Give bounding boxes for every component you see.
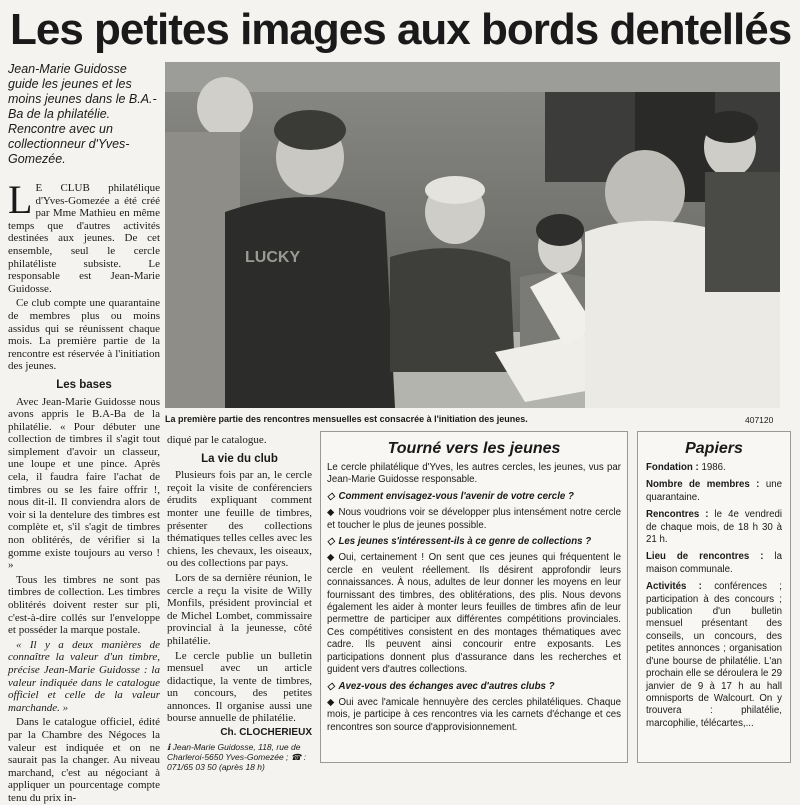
paragraph-4: Tous les timbres ne sont pas timbres de collection. Les timbres oblitérés doivent rester sur pli, c'est-à-dire collés sur l'enveloppe et posséder la marque postale.: [8, 573, 160, 637]
info-icon: ℹ: [167, 741, 173, 752]
answer-3: ◆ Oui avec l'amicale hennuyère des cercles philatéliques. Chaque mois, je participe à ces rencontres via les carnets d'échange et ces rencontres son source d'approvisionnement.: [327, 696, 621, 733]
papiers-box: [637, 431, 791, 763]
subhead-vie-du-club: La vie du club: [201, 452, 278, 465]
papiers-body: [638, 462, 790, 730]
question-3: ◇ Avez-vous des échanges avec d'autres clubs ?: [327, 680, 555, 692]
article-column-1: [8, 177, 160, 804]
diamond-icon: ◇: [327, 536, 335, 548]
paragraph-3: Avec Jean-Marie Guidosse nous avons appris le B.A-Ba de la philatélie. « Pour débuter une collection de timbres il s'agit tout simplement d'avoir un classeur, une loupe et une pince. Après cela, il faudra faire l'achat de timbres ou se les faire offrir !, nous dit-il. Il conviendra alors de voir si la dentelure des timbres est complète et, s'il s'agit de timbres non oblitérés, de vérifier si la gomme existe toujours au verso ! »: [8, 395, 160, 572]
membres: Nombre de membres : une quarantaine.: [646, 479, 782, 503]
paragraph-1: L E CLUB philatélique d'Yves-Gomezée a été créé par Mme Mathieu en même temps que d'autres activités destinées aux jeunes. De cet ensemble, seul le cercle philatéliste subsiste. Le responsable est Jean-Marie Guidosse.: [8, 177, 160, 295]
rencontres: Rencontres : le 4e vendredi de chaque mois, de 18 h 30 à 21 h.: [646, 509, 782, 546]
photo-caption: La première partie des rencontres mensuelles est consacrée à l'initiation des jeunes.: [165, 414, 528, 424]
question-2: ◇ Les jeunes s'intéressent-ils à ce genre de collections ?: [327, 536, 592, 548]
activites: Activités : conférences ; participation à des concours ; publication d'un bulletin mensuel présentant des conseils, un concours, des petites annonces ; organisation d'une bourse de philatélie. L'an prochain elle se déroulera le 29 janvier de 9 à 17 h au hall omnisports de Walcourt. On y trouvera : philatélie, marcophilie, télécartes,...: [646, 581, 782, 729]
diamond-bullet-icon: ◆: [327, 507, 335, 519]
diamond-icon: ◇: [327, 680, 335, 692]
photo-illustration: [165, 62, 780, 408]
papiers-title: Papiers: [685, 440, 743, 457]
paragraph-vie-2: Lors de sa dernière réunion, le cercle a reçu la visite de Willy Monfils, président provincial et de Michel Lombet, commissaire provincial à la jeunesse, côté philatélie.: [167, 571, 312, 647]
paragraph-vie-1: Plusieurs fois par an, le cercle reçoit la visite de conférenciers érudits expliquant comment monter une feuille de timbres, présenter des collections thématiques telles celles avec les chiens, les chevaux, les oiseaux, ou des collections par pays.: [167, 469, 312, 570]
diamond-bullet-icon: ◆: [327, 696, 335, 708]
question-1: ◇ Comment envisagez-vous l'avenir de votre cercle ?: [327, 490, 574, 502]
fondation: Fondation : 1986.: [646, 462, 726, 473]
paragraph-6: Dans le catalogue officiel, édité par la Chambre des Négoces la valeur est indiquée et on ne saurait pas la changer. Au niveau marchand, c'est au négociant à appliquer un pourcentage compte tenu du prix in-: [8, 716, 160, 804]
lieu: Lieu de rencontres : la maison communale.: [646, 551, 782, 575]
interview-box: [320, 431, 628, 763]
answer-2: ◆ Oui, certainement ! On sent que ces jeunes qui fréquentent le cercle en veulent réellement. Ils désirent approfondir leurs connaissances. À nous, adultes de leur donner les moyens en leur fournissant des timbres, des oblitérations, des plis. Nous devons également les aider à monter leurs feuilles de timbres afin de leur permettre de participer aux différentes compétitions provinciales. Ces compétitives consistent en des montages thématiques avec cadre. Ils peuvent ainsi concourir entre exposants. Les participations donnent plus d'assurance dans les recherches et guident vers d'autres collections.: [327, 552, 621, 676]
lead-paragraph: Jean-Marie Guidosse guide les jeunes et les moins jeunes dans le B.A.-Ba de la philatélie. Rencontre avec un collectionneur d'Yves-Gomezée.: [8, 62, 157, 166]
paragraph-5: « Il y a deux manières de connaître la valeur d'un timbre, précise Jean-Marie Guidosse : la valeur indiquée dans le catalogue officiel et celle de la valeur marchande. »: [8, 638, 160, 714]
paragraph-vie-3: Le cercle publie un bulletin mensuel avec un article didactique, la vente de timbres, un concours, des petites annonces. Il organise aussi une bourse annuelle de philatélie.: [167, 649, 312, 725]
article-column-2: [167, 434, 312, 772]
drop-cap: L: [8, 177, 33, 222]
photo: [165, 62, 780, 408]
interview-body: [321, 462, 627, 734]
svg-text:LUCKY: LUCKY: [245, 249, 301, 266]
contact-info: ℹ Jean-Marie Guidosse, 118, rue de Charleroi-5650 Yves-Gomezée ; ☎ : 071/65 03 50 (après 18 h): [167, 741, 307, 772]
interview-intro: Le cercle philatélique d'Yves, les autres cercles, les jeunes, vus par Jean-Marie Guidosse responsable.: [327, 462, 621, 486]
diamond-icon: ◇: [327, 490, 335, 502]
author-signature: Ch. CLOCHERIEUX: [220, 727, 312, 739]
photo-reference: 407120: [745, 415, 774, 425]
answer-1: ◆ Nous voudrions voir se développer plus intensément notre cercle et toucher le plus de jeunes possible.: [327, 507, 621, 531]
paragraph-continued: diqué par le catalogue.: [167, 434, 267, 446]
diamond-bullet-icon: ◆: [327, 552, 335, 564]
interview-title: Tourné vers les jeunes: [387, 440, 561, 457]
subhead-les-bases: Les bases: [56, 378, 112, 391]
paragraph-2: Ce club compte une quarantaine de membres plus ou moins assidus qui se réunissent chaque mois. La première partie de la rencontre est réservée à l'initiation des jeunes.: [8, 297, 160, 373]
headline: Les petites images aux bords dentellés: [10, 5, 792, 54]
